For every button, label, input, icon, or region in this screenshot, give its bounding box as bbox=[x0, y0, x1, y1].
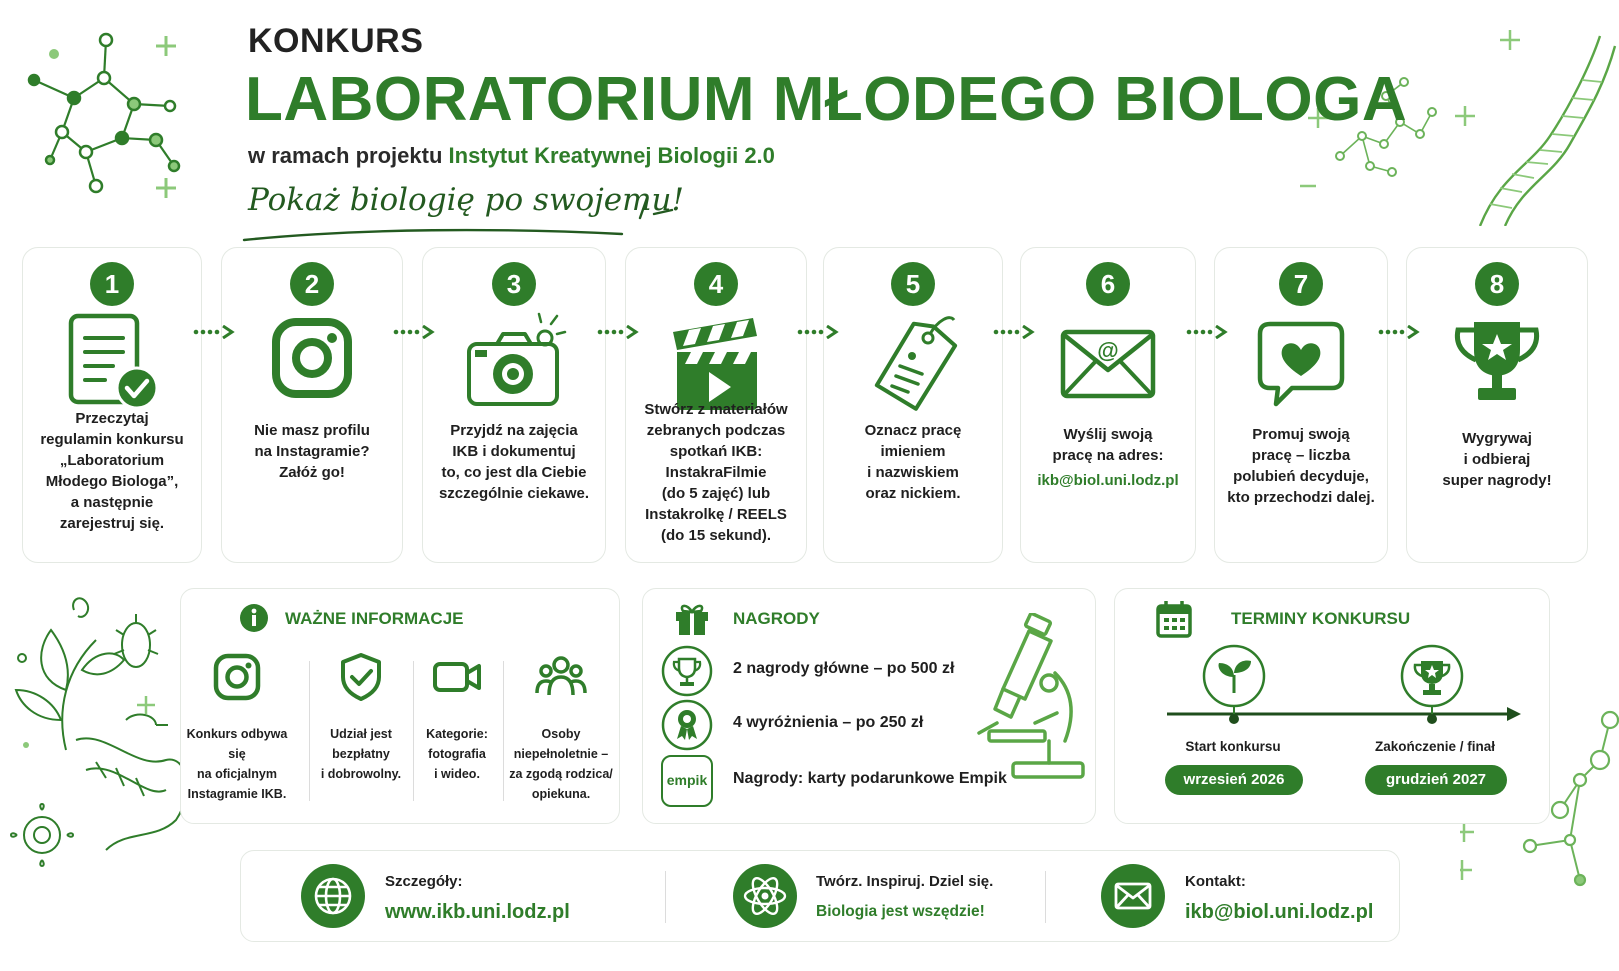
start-label: Start konkursu bbox=[1185, 739, 1281, 754]
motto-line-2: Biologia jest wszędzie! bbox=[816, 903, 985, 920]
pre-title: KONKURS bbox=[248, 22, 424, 60]
people-icon bbox=[535, 651, 587, 703]
project-name: Instytut Kreatywnej Biologii 2.0 bbox=[448, 143, 775, 168]
divider bbox=[665, 871, 666, 923]
step-text: Przeczytaj regulamin konkursu „Laboratorium Młodego Biologa”, a następnie zarejestruj się. bbox=[40, 410, 184, 532]
steps-row bbox=[22, 247, 1600, 567]
info-icon bbox=[239, 603, 269, 633]
panel-title: TERMINY KONKURSU bbox=[1231, 609, 1411, 628]
camera-icon bbox=[454, 310, 574, 420]
subtitle bbox=[248, 143, 775, 169]
dates-panel bbox=[1114, 588, 1550, 824]
step-text: Wyślij swoją pracę na adres: bbox=[1052, 426, 1164, 464]
step-card-2 bbox=[221, 247, 403, 563]
step-number: 2 bbox=[290, 262, 334, 306]
step-number: 1 bbox=[90, 262, 134, 306]
subtitle-prefix: w ramach projektu bbox=[248, 143, 449, 168]
microscope-icon bbox=[969, 613, 1089, 789]
step-number: 6 bbox=[1086, 262, 1130, 306]
medal-badge-icon bbox=[661, 699, 713, 751]
info-text: Kategorie: fotografia i wideo. bbox=[426, 727, 488, 781]
arrow-right-icon bbox=[796, 325, 840, 339]
step-text: Nie masz profilu na Instagramie? Załóż go! bbox=[254, 422, 370, 481]
arrow-right-icon bbox=[1185, 325, 1229, 339]
step-number: 4 bbox=[694, 262, 738, 306]
slogan: Pokaż biologię po swojemu! bbox=[248, 182, 684, 218]
calendar-icon bbox=[1155, 599, 1193, 639]
globe-icon-badge bbox=[301, 864, 365, 928]
globe-icon bbox=[301, 864, 365, 928]
instagram-icon bbox=[211, 651, 263, 703]
step-card-5 bbox=[823, 247, 1003, 563]
arrow-right-icon bbox=[392, 325, 436, 339]
step-text: Stwórz z materiałów zebranych podczas spotkań IKB: InstakraFilmie (do 5 zajęć) lub Instakrolkę / REELS (do 15 sekund). bbox=[644, 401, 788, 544]
step-card-1 bbox=[22, 247, 202, 563]
step-card-4 bbox=[625, 247, 807, 563]
atom-icon bbox=[733, 864, 797, 928]
motto-line-1: Twórz. Inspiruj. Dziel się. bbox=[816, 873, 994, 890]
tag-icon bbox=[858, 310, 968, 420]
empik-logo-text: empik bbox=[666, 772, 708, 788]
panel-title: NAGRODY bbox=[733, 609, 820, 628]
trophy-icon bbox=[1442, 310, 1552, 420]
info-item bbox=[503, 651, 619, 804]
details-label: Szczegóły: bbox=[385, 873, 463, 890]
prizes-panel bbox=[642, 588, 1096, 824]
instagram-icon bbox=[257, 310, 367, 420]
step-text: Wygrywaj i odbieraj super nagrody! bbox=[1442, 430, 1552, 489]
important-info-panel bbox=[180, 588, 620, 824]
step-card-3 bbox=[422, 247, 606, 563]
atom-icon-badge bbox=[733, 864, 797, 928]
step-text: Oznacz pracę imieniem i nazwiskiem oraz nickiem. bbox=[864, 422, 962, 502]
divider bbox=[309, 661, 310, 801]
divider bbox=[1045, 871, 1046, 923]
info-text: Konkurs odbywa się na oficjalnym Instagramie IKB. bbox=[186, 727, 288, 801]
arrow-right-icon bbox=[596, 325, 640, 339]
contact-email-link[interactable]: ikb@biol.uni.lodz.pl bbox=[1185, 901, 1374, 923]
step-number: 8 bbox=[1475, 262, 1519, 306]
info-text: Osoby niepełnoletnie – za zgodą rodzica/ opiekuna. bbox=[509, 727, 613, 801]
step-number: 3 bbox=[492, 262, 536, 306]
info-text: Udział jest bezpłatny i dobrowolny. bbox=[320, 727, 402, 781]
arrow-right-icon bbox=[992, 325, 1036, 339]
end-date-badge: grudzień 2027 bbox=[1365, 765, 1507, 795]
gift-icon bbox=[673, 599, 711, 637]
step-card-8 bbox=[1406, 247, 1588, 563]
video-camera-icon bbox=[431, 651, 483, 703]
footer bbox=[240, 850, 1400, 942]
prize-text: 4 wyróżnienia – po 250 zł bbox=[733, 714, 924, 731]
heart-chat-icon bbox=[1246, 310, 1356, 420]
shield-check-icon bbox=[335, 651, 387, 703]
info-item bbox=[413, 651, 501, 784]
trophy-icon bbox=[1399, 643, 1465, 725]
info-item bbox=[181, 651, 293, 804]
panel-title: WAŻNE INFORMACJE bbox=[285, 609, 464, 628]
step-number: 5 bbox=[891, 262, 935, 306]
step-card-7 bbox=[1214, 247, 1388, 563]
contact-label: Kontakt: bbox=[1185, 873, 1246, 890]
envelope-icon-badge bbox=[1101, 864, 1165, 928]
envelope-icon bbox=[1101, 864, 1165, 928]
step-text: Promuj swoją pracę – liczba polubień decyduje, kto przechodzi dalej. bbox=[1227, 426, 1375, 506]
email-link[interactable]: ikb@biol.uni.lodz.pl bbox=[1037, 472, 1179, 489]
empik-logo bbox=[661, 755, 713, 807]
trophy-badge-icon bbox=[661, 645, 713, 697]
svg-text:@: @ bbox=[1097, 338, 1119, 363]
start-date-badge: wrzesień 2026 bbox=[1165, 765, 1303, 795]
step-text: Przyjdź na zajęcia IKB i dokumentuj to, co jest dla Ciebie szczególnie ciekawe. bbox=[438, 422, 590, 502]
website-link[interactable]: www.ikb.uni.lodz.pl bbox=[385, 901, 570, 923]
page-title: LABORATORIUM MŁODEGO BIOLOGA bbox=[245, 65, 1408, 134]
plants-decoration-left bbox=[6, 590, 206, 890]
arrow-right-icon bbox=[1377, 325, 1421, 339]
step-card-6 bbox=[1020, 247, 1196, 563]
document-check-icon bbox=[57, 310, 167, 420]
envelope-at-icon bbox=[1053, 310, 1163, 420]
sprout-icon bbox=[1201, 643, 1267, 725]
end-label: Zakończenie / finał bbox=[1374, 739, 1496, 754]
slogan-underline bbox=[242, 196, 682, 246]
molecule-decoration-left bbox=[14, 28, 204, 208]
prize-text: Nagrody: karty podarunkowe Empik bbox=[733, 770, 1007, 787]
step-number: 7 bbox=[1279, 262, 1323, 306]
arrow-right-icon bbox=[192, 325, 236, 339]
prize-text: 2 nagrody główne – po 500 zł bbox=[733, 660, 955, 677]
info-item bbox=[311, 651, 411, 784]
